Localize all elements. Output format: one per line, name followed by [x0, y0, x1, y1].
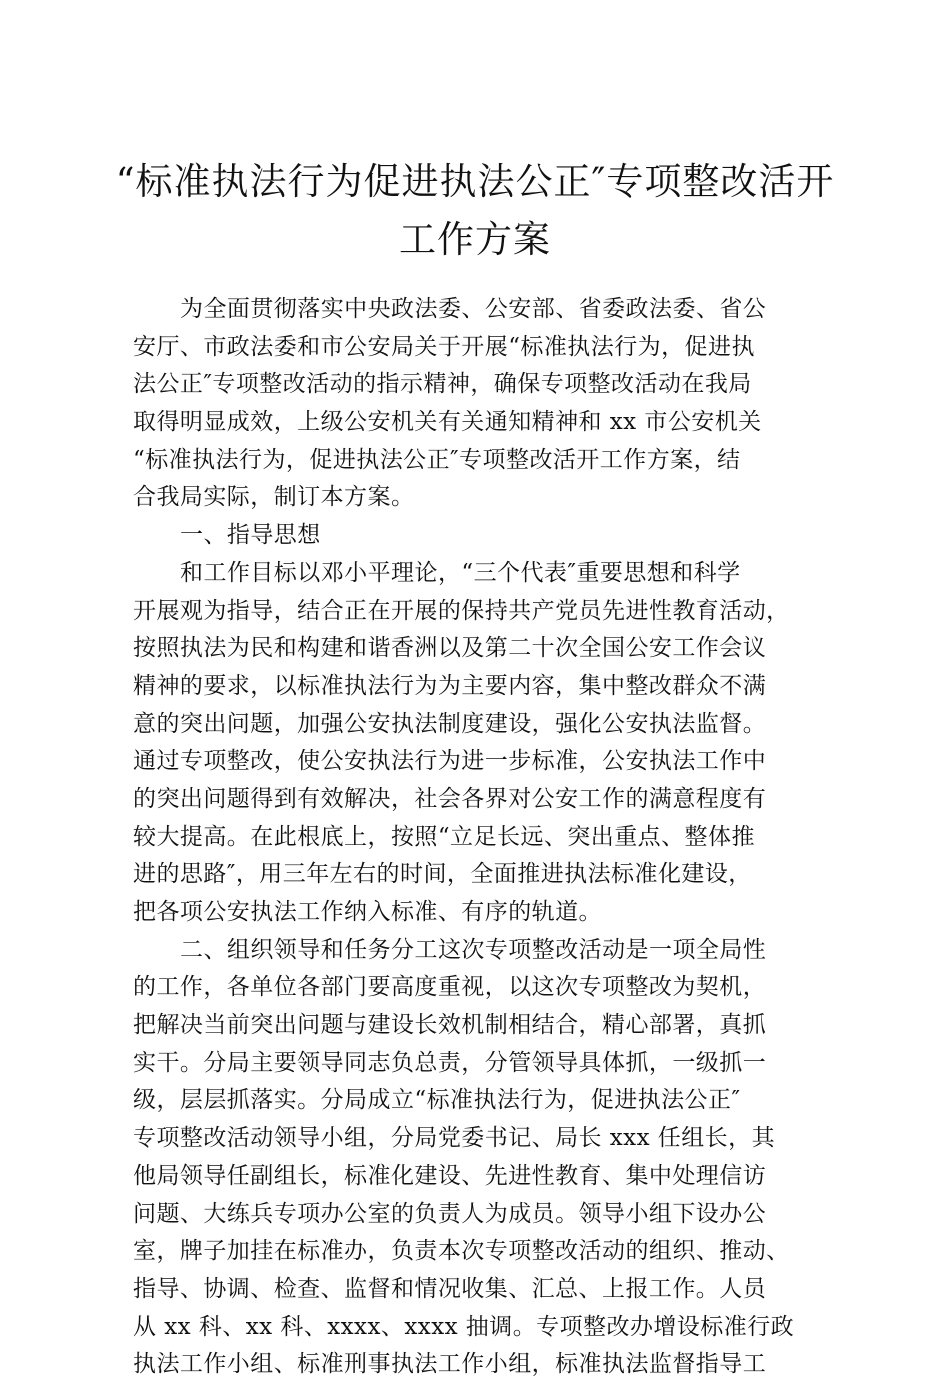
document-body — [133, 291, 853, 1384]
paragraph-organization-line: 级，层层抓落实。分局成立“标准执法行为，促进执法公正″ — [133, 1087, 741, 1114]
paragraph-organization-line: 实干。分局主要领导同志负总责，分管领导具体抓，一级抓一 — [133, 1049, 767, 1076]
paragraph-guiding-line: 开展观为指导，结合正在开展的保持共产党员先进性教育活动， — [133, 597, 790, 624]
paragraph-intro-line: “标准执法行为，促进执法公正″专项整改活开工作方案，结 — [133, 446, 741, 473]
section-heading-guiding-thought: 一、指导思想 — [180, 522, 321, 549]
paragraph-organization-line: 室，牌子加挂在标准办，负责本次专项整改活动的组织、推动、 — [133, 1238, 790, 1265]
paragraph-intro-line: 安厅、市政法委和市公安局关于开展“标准执法行为，促进执 — [133, 333, 755, 360]
paragraph-organization-line: 二、组织领导和任务分工这次专项整改活动是一项全局性 — [180, 936, 767, 963]
paragraph-organization-line: 问题、大练兵专项办公室的负责人为成员。领导小组下设办公 — [133, 1200, 767, 1227]
paragraph-organization-line: 专项整改活动领导小组，分局党委书记、局长 xxx 任组长，其 — [133, 1125, 776, 1152]
paragraph-organization-line: 从 xx 科、xx 科、xxxx、xxxx 抽调。专项整改办增设标准行政 — [133, 1313, 795, 1340]
paragraph-intro-line: 法公正″专项整改活动的指示精神，确保专项整改活动在我局 — [133, 371, 752, 398]
paragraph-guiding-line: 和工作目标以邓小平理论，“三个代表″重要思想和科学 — [180, 559, 741, 586]
paragraph-organization-line: 指导、协调、检查、监督和情况收集、汇总、上报工作。人员 — [133, 1275, 767, 1302]
paragraph-guiding-line: 精神的要求，以标准执法行为为主要内容，集中整改群众不满 — [133, 672, 767, 699]
paragraph-guiding-line: 的突出问题得到有效解决，社会各界对公安工作的满意程度有 — [133, 785, 767, 812]
paragraph-organization-line: 执法工作小组、标准刑事执法工作小组，标准执法监督指导工 — [133, 1351, 767, 1378]
paragraph-intro-line: 取得明显成效，上级公安机关有关通知精神和 xx 市公安机关 — [133, 409, 762, 436]
paragraph-guiding-line: 进的思路″，用三年左右的时间，全面推进执法标准化建设， — [133, 861, 752, 888]
paragraph-organization-line: 把解决当前突出问题与建设长效机制相结合，精心部署，真抓 — [133, 1012, 767, 1039]
paragraph-intro-line: 合我局实际，制订本方案。 — [133, 484, 415, 511]
paragraph-intro-line: 为全面贯彻落实中央政法委、公安部、省委政法委、省公 — [180, 296, 767, 322]
paragraph-guiding-line: 通过专项整改，使公安执法行为进一步标准，公安执法工作中 — [133, 748, 767, 775]
paragraph-organization-line: 的工作，各单位各部门要高度重视，以这次专项整改为契机， — [133, 974, 767, 1001]
paragraph-guiding-line: 把各项公安执法工作纳入标准、有序的轨道。 — [133, 899, 602, 925]
paragraph-guiding-line: 按照执法为民和构建和谐香洲以及第二十次全国公安工作会议 — [133, 635, 767, 662]
paragraph-organization-line: 他局领导任副组长，标准化建设、先进性教育、集中处理信访 — [133, 1162, 767, 1189]
document-title-line-1: “标准执法行为促进执法公正″专项整改活开 — [115, 160, 835, 203]
paragraph-guiding-line: 较大提高。在此根底上，按照“立足长远、突出重点、整体推 — [133, 823, 755, 850]
paragraph-guiding-line: 意的突出问题，加强公安执法制度建设，强化公安执法监督。 — [133, 710, 767, 737]
document-title-line-2: 工作方案 — [399, 218, 551, 261]
